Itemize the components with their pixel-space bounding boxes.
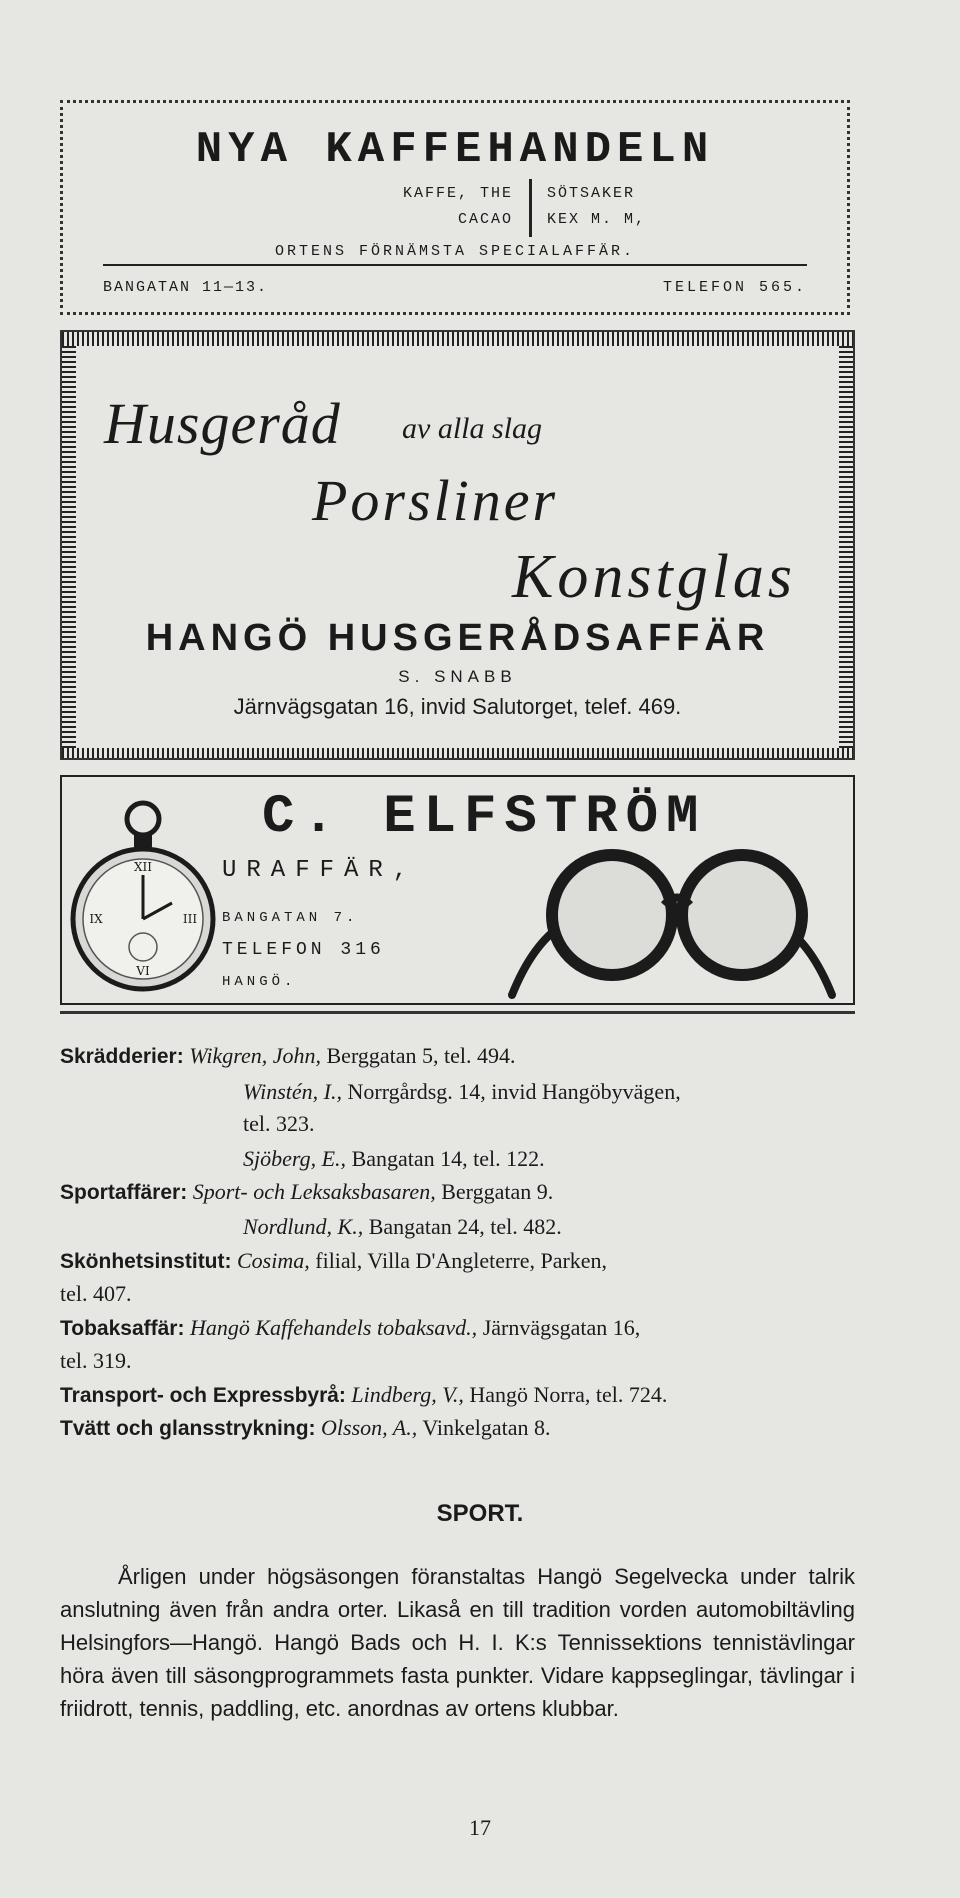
business-phone: tel. 319. bbox=[60, 1348, 132, 1373]
ad-elfstrom-town: HANGÖ. bbox=[222, 974, 297, 990]
hatched-border-top bbox=[62, 332, 853, 346]
ad-husgerad bbox=[60, 330, 855, 760]
business-name: Winstén, I., bbox=[243, 1079, 342, 1104]
ad-husgerad-address: Järnvägsgatan 16, invid Salutorget, telef. 469. bbox=[233, 694, 682, 719]
ad-elfstrom-info bbox=[222, 902, 385, 998]
ad-kaffehandeln-title: NYA KAFFEHANDELN bbox=[195, 125, 715, 175]
hatched-border-left bbox=[62, 346, 76, 748]
category-label: Tvätt och glansstrykning: bbox=[60, 1417, 316, 1440]
page-number: 17 bbox=[469, 1815, 491, 1840]
ad-kaffehandeln-specialty: ORTENS FÖRNÄMSTA SPECIALAFFÄR. bbox=[103, 243, 807, 266]
category-label: Skönhetsinstitut: bbox=[60, 1250, 232, 1273]
svg-text:III: III bbox=[182, 912, 198, 926]
directory-row bbox=[60, 1245, 607, 1277]
goods-cacao: CACAO bbox=[457, 211, 513, 228]
ad-elfstrom-name: C. ELFSTRÖM bbox=[262, 787, 707, 848]
business-phone: tel. 323. bbox=[243, 1111, 315, 1136]
ad-kaffehandeln bbox=[60, 100, 850, 315]
directory-row bbox=[60, 1278, 132, 1309]
ad-kaffehandeln-goods-right bbox=[547, 181, 807, 233]
vertical-divider bbox=[529, 179, 532, 237]
directory-row bbox=[60, 1345, 132, 1376]
ad-elfstrom bbox=[60, 775, 855, 1005]
ad-husgerad-owner: S. SNABB bbox=[398, 667, 517, 686]
business-address: Bangatan 24, tel. 482. bbox=[368, 1214, 562, 1239]
business-address: filial, Villa D'Angleterre, Parken, bbox=[315, 1248, 608, 1273]
ad-kaffehandeln-address: BANGATAN 11—13. bbox=[103, 279, 269, 296]
directory-row bbox=[243, 1076, 681, 1107]
hatched-border-right bbox=[839, 346, 853, 748]
goods-biscuits: KEX M. M, bbox=[547, 211, 647, 228]
business-name: Olsson, A., bbox=[321, 1415, 418, 1440]
ad-elfstrom-trade: URAFFÄR, bbox=[222, 857, 418, 884]
svg-text:XII: XII bbox=[133, 860, 153, 874]
business-name: Wikgren, John, bbox=[189, 1043, 321, 1068]
directory-row bbox=[60, 1040, 516, 1072]
business-name: Sport- och Leksaksbasaren, bbox=[192, 1179, 436, 1204]
ad-kaffehandeln-phone: TELEFON 565. bbox=[662, 279, 807, 296]
directory-row bbox=[60, 1312, 640, 1344]
directory-row bbox=[243, 1108, 315, 1139]
category-label: Tobaksaffär: bbox=[60, 1317, 185, 1340]
svg-text:VI: VI bbox=[136, 964, 150, 978]
eyeglasses-icon bbox=[492, 835, 852, 1005]
ad-husgerad-shop-name: HANGÖ HUSGERÅDSAFFÄR bbox=[145, 617, 770, 659]
ad-husgerad-line1: Husgeråd bbox=[104, 391, 341, 456]
business-address: Norrgårdsg. 14, invid Hangöbyvägen, bbox=[347, 1079, 681, 1104]
directory-row bbox=[60, 1176, 553, 1208]
business-address: Vinkelgatan 8. bbox=[422, 1415, 551, 1440]
directory-row bbox=[243, 1211, 562, 1242]
business-address: Berggatan 9. bbox=[441, 1179, 554, 1204]
business-address: Hangö Norra, tel. 724. bbox=[469, 1382, 668, 1407]
ad-husgerad-line3: Konstglas bbox=[512, 543, 797, 611]
business-name: Lindberg, V., bbox=[351, 1382, 464, 1407]
business-address: Järnvägsgatan 16, bbox=[482, 1315, 641, 1340]
directory-row bbox=[60, 1412, 551, 1444]
business-name: Nordlund, K., bbox=[243, 1214, 364, 1239]
ad-husgerad-line1-suffix: av alla slag bbox=[402, 412, 542, 445]
sport-paragraph: Årligen under högsäsongen föranstaltas Hangö Segelvecka under talrik anslutning även från andra orter. Likaså en till tradition vorden automobiltävling Helsingfors—Hangö. Hangö Bads och H. I. K:s Tennissektions tennistävlingar höra även till säsongprogrammets fasta punkter. Vidare kappseglingar, tävlingar i friidrott, tennis, paddling, etc. anordnas av ortens klubbar. bbox=[60, 1564, 855, 1721]
business-name: Sjöberg, E., bbox=[243, 1146, 347, 1171]
goods-sweets: SÖTSAKER bbox=[547, 185, 636, 202]
business-address: Berggatan 5, tel. 494. bbox=[326, 1043, 516, 1068]
pocket-watch-icon bbox=[68, 797, 218, 1002]
goods-coffee-tea: KAFFE, THE bbox=[402, 185, 513, 202]
hatched-border-bottom bbox=[62, 748, 853, 758]
category-label: Sportaffärer: bbox=[60, 1181, 188, 1204]
business-phone: tel. 407. bbox=[60, 1281, 132, 1306]
business-name: Cosima, bbox=[237, 1248, 310, 1273]
business-name: Hangö Kaffehandels tobaksavd., bbox=[189, 1315, 478, 1340]
business-address: Bangatan 14, tel. 122. bbox=[351, 1146, 545, 1171]
category-label: Skrädderier: bbox=[60, 1045, 184, 1068]
ad-elfstrom-street: BANGATAN 7. bbox=[222, 910, 359, 926]
ad-elfstrom-phone: TELEFON 316 bbox=[222, 940, 385, 960]
sport-heading: SPORT. bbox=[436, 1500, 524, 1527]
ad-elfstrom-rule bbox=[60, 1005, 855, 1014]
directory-row bbox=[243, 1143, 545, 1174]
svg-text:IX: IX bbox=[89, 912, 103, 926]
ad-kaffehandeln-goods-left bbox=[253, 181, 513, 233]
category-label: Transport- och Expressbyrå: bbox=[60, 1384, 346, 1407]
directory-row bbox=[60, 1379, 667, 1411]
ad-husgerad-line2: Porsliner bbox=[312, 468, 559, 533]
